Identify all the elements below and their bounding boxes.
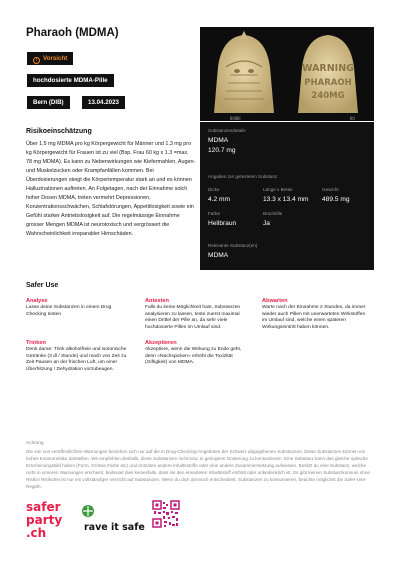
safer-use-heading: Safer Use [26, 282, 59, 289]
safer-use-item-abwarten [262, 298, 367, 331]
safer-use-item-akzeptieren [145, 340, 250, 367]
safer-use-item-title: Antesten [145, 298, 169, 304]
page-title: Pharaoh (MDMA) [26, 27, 119, 39]
color-value: Hellbraun [208, 220, 237, 227]
safer-logo-line1: safer [26, 500, 61, 514]
scale-left: ||||||||| [230, 116, 241, 120]
thickness-label: Dicke [208, 187, 220, 192]
imprint-line3: 240MG [311, 91, 345, 101]
hint-text: Die von uns veröffentlichten Warnungen beziehen sich nur auf die in Drug-Checking-Angeboten der Schweiz abgegebenen Substanzen. Diese Substanzen können ein hohes Konsumrisiko darstellen. Wir empfehlen deshalb, diese Substanzen nicht bzw. in geringerer Dosierung zu konsumieren. Eine Substanz kann das gleiche optische Erscheinungsbild haben (Form, Grösse,Farbe etc) und trotzdem andere Inhaltsstoffe oder eine andere Zusammensetzung aufweisen. Besitzt du eine Substanz, welche nicht in unseren Warnungen erscheint, bedeutet dies keinesfalls, dass sie den erwarteten Inhaltsstoff enthält oder unbedenklich ist. Es gibt keinen Substanzkonsum ohne Risiko! Risikofrei ist nur ein vollständiger Verzicht auf Substanzen. Wenn du dich dennoch entscheidest, Substanzen zu konsumieren, beachte möglichst die Safer-Use-Regeln. [26, 449, 370, 489]
safer-logo-line3: .ch [26, 526, 47, 540]
relevant-label: Relevante Substanz(en) [208, 243, 258, 248]
size-value: 13.3 x 13.4 mm [263, 196, 309, 203]
safer-use-item-title: Akzeptieren [145, 340, 177, 346]
weight-label: Gewicht [322, 187, 339, 192]
warning-icon: ! [33, 57, 40, 64]
pill-photo [200, 27, 374, 121]
hint-heading: Achtung [26, 441, 44, 446]
stated-label: Angaben zur getesteten Substanz [208, 174, 278, 179]
pill-type-badge: hochdosierte MDMA-Pille [27, 74, 114, 87]
safer-use-item-text: Akzeptiere, wenn die Wirkung zu Ende geht, denn «Nachspicken» erhöht die Toxizität (Giftigkeit) von MDMA. [145, 347, 242, 366]
safer-use-item-analyse [26, 298, 131, 318]
safer-use-item-title: Analyse [26, 298, 48, 304]
safer-use-item-text: Warte nach der Einnahme 2 Stunden, da immer wieder auch Pillen mit unerwarteten Wirkstoffen im Umlauf sind, welche einen späteren Wirkungseintritt haben können. [262, 305, 366, 330]
safer-use-item-text: Falls du keine Möglichkeit hast, Substanzen analysieren zu lassen, teste zuerst maximal einen Drittel der Pille an, da sehr viele hochdosierte Pillen im Umlauf sind. [145, 305, 241, 330]
safer-use-item-text: Denk daran: Trink alkoholfreie und isotonische Getränke (3 dl / Stunde) und mach von Zeit zu Zeit Pausen an der frischen Luft, um einer Überhitzung / Dehydration vorzubeugen. [26, 347, 127, 372]
safer-use-item-trinken [26, 340, 131, 373]
location-badge: Bern (DIB) [27, 96, 70, 109]
imprint-line2: PHARAOH [304, 78, 352, 88]
warning-badge [27, 52, 73, 65]
qr-code-icon[interactable] [152, 500, 180, 533]
substance-amount: 120.7 mg [208, 147, 236, 154]
weight-value: 489.5 mg [322, 196, 350, 203]
scale-right: |||| [350, 116, 355, 120]
risk-heading: Risikoeinschätzung [26, 128, 92, 135]
relevant-value: MDMA [208, 252, 229, 259]
safer-use-item-title: Trinken [26, 340, 46, 346]
safer-use-item-title: Abwarten [262, 298, 288, 304]
risk-text: Über 1.5 mg MDMA pro kg Körpergewicht für Männer und 1.3 mg pro kg Körpergewicht für Frauen ist zu viel (Bsp. Frau 60 kg x 1.3 =max. 78 mg MDMA). Es kann zu Nebenwirkungen wie Kiefermahlen, Augen- und Muskelzucken oder Krampfanfällen kommen. Bei Überdosierungen steigt die Körpertemperatur stark an und es können Halluzinationen auftreten. An Folgetagen, nach der Einnahme solch hoher Dosen MDMA, treten vermehrt Depressionen, Konzentrationsschwächen, Schlafstörungen, Appetitlosigkeit sowie ein Gefühl starker Antriebslosigkeit auf. Die regelmässige Einnahme grosser Mengen MDMA ist neurotoxisch und vergrössert die Wahrscheinlichkeit irreparabler Hirnschäden. [26, 141, 196, 237]
rave-it-safe-logo[interactable] [80, 502, 146, 541]
score-value: Ja [263, 220, 270, 227]
safer-logo-line2: party [26, 513, 63, 527]
safer-use-item-antesten [145, 298, 250, 331]
substance-name: MDMA [208, 137, 229, 144]
substance-details-panel [200, 122, 374, 270]
safer-use-item-text: Lasse deine Substanzen in einem Drug Checking testen [26, 305, 112, 317]
warning-label: Vorsicht [43, 55, 68, 62]
score-label: Bruchrille [263, 211, 283, 216]
thickness-value: 4.2 mm [208, 196, 230, 203]
imprint-line1: WARNING [302, 63, 354, 74]
saferparty-logo[interactable] [26, 500, 74, 545]
date-badge: 13.04.2023 [82, 96, 125, 109]
size-label: Länge x Breite [263, 187, 293, 192]
rave-logo-text: rave it safe [84, 522, 145, 533]
color-label: Farbe [208, 211, 221, 216]
details-section-label: Substanzendetails [208, 128, 246, 133]
